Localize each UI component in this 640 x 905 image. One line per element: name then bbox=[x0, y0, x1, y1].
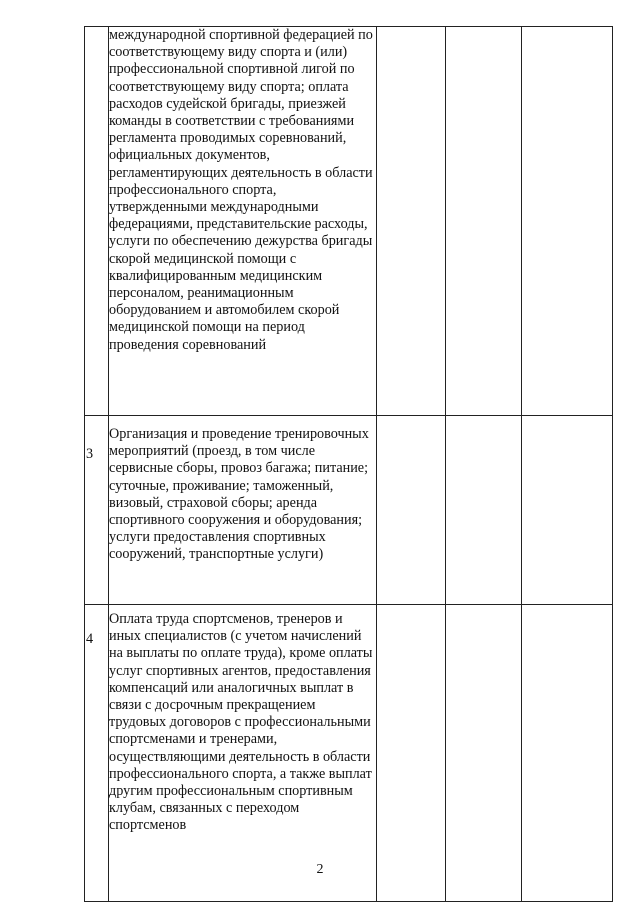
row-description: Оплата труда спортсменов, тренеров и иных специалистов (с учетом начислений на выплаты по оплате труда), кроме оплаты услуг спортивных агентов, предоставления компенсаций или аналогичных выплат в связи с досрочным прекращением трудовых договоров с профессиональными спортсменами и тренерами, осуществляющими деятельность в области профессионального спорта, а также выплат другим профессиональным спортивным клубам, связанных с переходом спортсменов bbox=[109, 611, 373, 834]
row-number-cell bbox=[85, 416, 109, 605]
empty-cell bbox=[446, 27, 522, 416]
empty-cell bbox=[377, 27, 446, 416]
page-number: 2 bbox=[316, 862, 324, 877]
empty-cell bbox=[522, 605, 613, 902]
empty-cell bbox=[522, 416, 613, 605]
table-row bbox=[85, 27, 613, 416]
row-description: международной спортивной федерацией по соответствующему виду спорта и (или) профессиональной спортивной лигой по соответствующему виду спорта; оплата расходов судейской бригады, приезжей команды в соответствии с требованиями регламента проводимых соревнований, официальных документов, регламентирующих деятельность в области профессионального спорта, утвержденными международными федерациями, представительские расходы, услуги по обеспечению дежурства бригады скорой медицинской помощи с квалифицированным медицинским персоналом, реанимационным оборудованием и автомобилем скорой медицинской помощи на период проведения соревнований bbox=[109, 27, 373, 353]
table-row bbox=[85, 605, 613, 902]
table-row bbox=[85, 416, 613, 605]
row-number: 3 bbox=[86, 446, 94, 462]
row-number-cell bbox=[85, 27, 109, 416]
empty-cell bbox=[446, 605, 522, 902]
row-number: 4 bbox=[86, 631, 94, 647]
row-description-cell bbox=[109, 416, 377, 605]
row-description-cell bbox=[109, 27, 377, 416]
empty-cell bbox=[377, 416, 446, 605]
row-description-cell bbox=[109, 605, 377, 902]
expenses-table bbox=[84, 26, 613, 902]
row-number-cell bbox=[85, 605, 109, 902]
empty-cell bbox=[377, 605, 446, 902]
empty-cell bbox=[522, 27, 613, 416]
row-description: Организация и проведение тренировочных мероприятий (проезд, в том числе сервисные сборы, провоз багажа; питание; суточные, проживание; таможенный, визовый, страховой сборы; аренда спортивного сооружения и оборудования; услуги предоставления спортивных сооружений, транспортные услуги) bbox=[109, 426, 369, 563]
empty-cell bbox=[446, 416, 522, 605]
